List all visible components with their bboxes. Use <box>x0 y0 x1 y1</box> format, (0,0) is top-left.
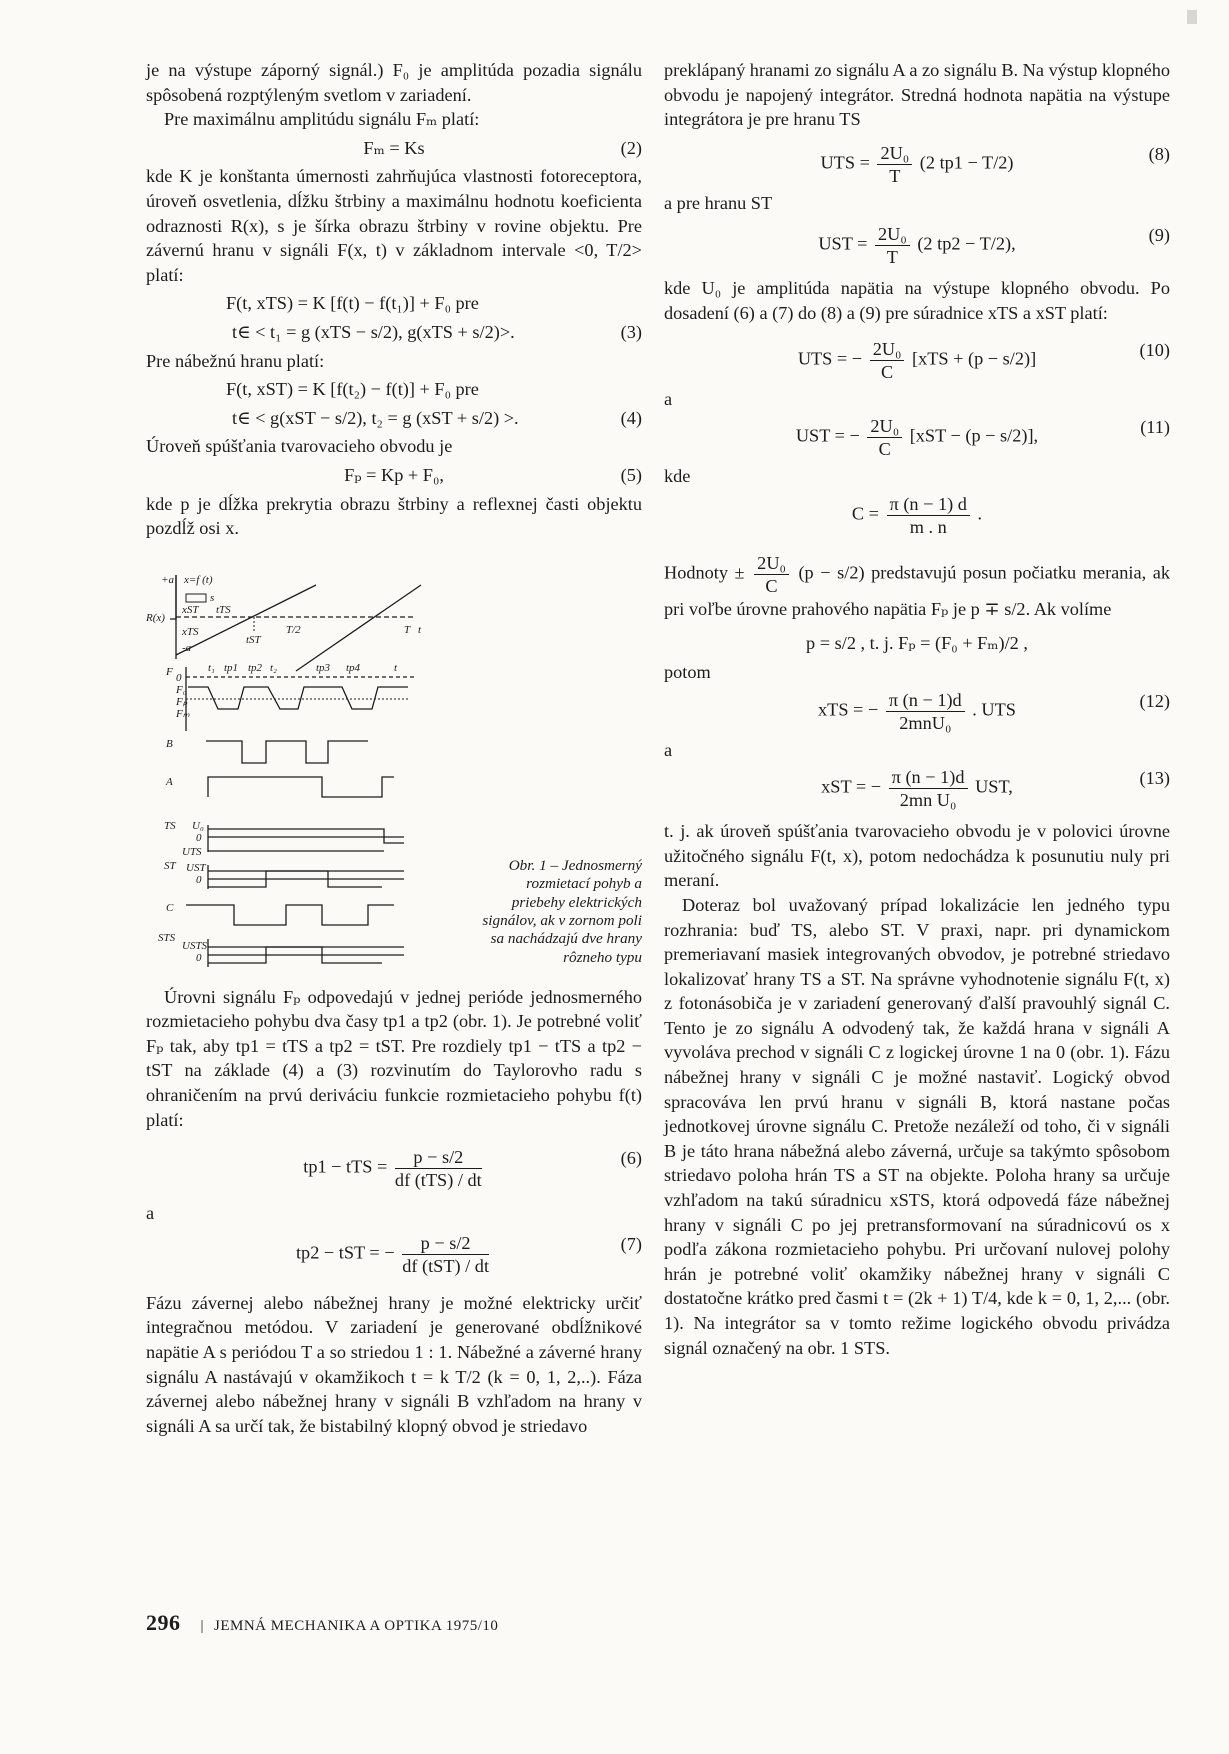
f-waveform <box>188 687 408 709</box>
uts-label: UTS <box>182 845 202 858</box>
numerator: 2U₀ <box>870 338 905 361</box>
equation-number: (2) <box>620 137 642 158</box>
equation-rhs: [xST − (p − s/2)], <box>909 425 1039 446</box>
denominator: C <box>878 439 891 460</box>
denominator: T <box>886 247 898 268</box>
f-label: F <box>166 665 173 678</box>
fraction <box>395 1146 482 1191</box>
right-column <box>664 58 1170 1360</box>
equation-number: (13) <box>1139 768 1170 789</box>
equation-number: (12) <box>1139 690 1170 711</box>
equation-number: (11) <box>1140 417 1170 438</box>
equation-number: (10) <box>1139 339 1170 360</box>
zero-label: 0 <box>196 951 202 964</box>
signal-b-wave <box>206 741 368 763</box>
equation-body: Fₘ = Ks <box>363 137 425 158</box>
connector-text: a <box>664 388 673 409</box>
equation-lhs: UST = <box>818 234 868 255</box>
zero-label: 0 <box>196 873 202 886</box>
paragraph: Fázu závernej alebo nábežnej hrany je možné elektricky určiť integračnou metódou. V zariadení je generované obdĺžnikové napätie A s periódou T a so striedou 1 : 1. Nábežné a záverné hrany signálu A nastávajú v okamžikoch t = k T/2 (k = 0, 1, 2,..). Fáza závernej alebo nábežnej hrany v signáli B vzhľadom na hrany v signáli A sa určí tak, že bistabilný klopný obvod je striedavo <box>146 1292 642 1436</box>
equation-body: t∈ < t₁ = g (xTS − s/2), g(xTS + s/2)>. <box>232 321 515 342</box>
numerator: p − s/2 <box>395 1146 482 1169</box>
equation-10 <box>664 338 1170 383</box>
denominator: 2mnU₀ <box>899 712 952 733</box>
paragraph: Pre maximálnu amplitúdu signálu Fₘ platí: <box>164 109 480 130</box>
equation-body: Fₚ = Kp + F₀, <box>344 464 444 485</box>
equation-p <box>664 631 1170 656</box>
numerator: π (n − 1)d <box>889 766 968 789</box>
time-mark: tp2 <box>248 661 263 674</box>
equation-7 <box>146 1232 642 1277</box>
denominator: df (tST) / dt <box>402 1255 490 1276</box>
paragraph: Úroveň spúšťania tvarovacieho obvodu je <box>146 436 453 457</box>
usts-label: USTS <box>182 939 208 952</box>
time-mark: tp3 <box>316 661 331 674</box>
equation-3b <box>146 320 642 345</box>
fraction <box>870 338 905 383</box>
text-run: Hodnoty ± <box>664 562 745 583</box>
row-label-c: C <box>166 901 174 914</box>
equation-3a <box>146 291 642 316</box>
equation-number: (9) <box>1148 225 1170 246</box>
equation-9 <box>664 223 1170 268</box>
equation-2 <box>146 136 642 161</box>
paragraph: Doteraz bol uvažovaný prípad lokalizácie len jedného typu rozhrania: buď TS, alebo ST. V praxi, napr. pri dynamickom premeriavaní masiek integrovaných obvodov, je potrebné striedavo lokalizovať hrany TS a ST. Na správne vyhodnotenie signálu F(t, x) z fotonásobiča je v zariadení generovaný ďalší pravouhlý signál C. Tento je zo signálu A odvodený tak, že každá hrana v signáli A vyvoláva prechod v signáli C z logickej úrovne 1 na 0 (obr. 1). Fázu nábežnej hrany v signáli C je možné nastaviť. Logický obvod spracováva len prvú hranu v signáli B, ktorá nastane počas jednotkovej úrovne signálu C. Pretože nezáleží od toho, či v signáli B je táto hrana nábežná alebo záverná, určuje sa takýmto spôsobom striedavo poloha hrán TS a ST na objekte. Poloha hrany sa určuje vzhľadom na takú súradnicu xSTS, ktorá odpovedá fáze nábežnej hrany v signáli C po jej pretransformovaní na súradnicovú os x podľa zákona rozmietacieho pohybu. Pri určovaní nulovej polohy hrán je potrebné voliť okamžiky nábežnej hrany v signáli C dostatočne krátko pred časmi t = (2k + 1) T/4, kde k = 0, 1, 2,... (obr. 1). Na integrátor sa v tomto režime logického obvodu privádza signál označený na obr. 1 STS. <box>664 894 1170 1358</box>
t-period-label: T <box>404 623 411 636</box>
equation-rhs: (2 tp1 − T/2) <box>919 152 1014 173</box>
rx-label: R(x) <box>146 611 165 624</box>
paragraph: t. j. ak úroveň spúšťania tvarovacieho obvodu je v polovici úrovne užitočného signálu F(t, x), potom nedochádza k posunutiu nuly pri meraní. <box>664 821 1170 891</box>
footer-separator: | <box>200 1618 205 1634</box>
row-label-a: A <box>166 775 173 788</box>
figure-caption: Obr. 1 – Jednosmerný rozmietací pohyb a priebehy elektrických signálov, ak v zornom poli sa nachádzajú dve hrany rôzneho typu <box>482 856 642 966</box>
denominator: T <box>889 165 901 186</box>
a-label: +a <box>161 573 174 586</box>
connector-text: potom <box>664 661 711 682</box>
equation-number: (4) <box>620 407 642 428</box>
signal-a-wave <box>208 777 394 797</box>
paragraph: preklápaný hranami zo signálu A a zo signálu B. Na výstup klopného obvodu je napojený integrátor. Stredná hodnota napätia na výstupe integrátora je pre hranu TS <box>664 60 1170 130</box>
connector-text: a pre hranu ST <box>664 192 773 213</box>
equation-6 <box>146 1146 642 1191</box>
equation-lhs: UTS = − <box>797 348 863 369</box>
equation-4b <box>146 406 642 431</box>
fp-label: Fₚ <box>176 695 188 708</box>
equation-13 <box>664 766 1170 811</box>
equation-number: (5) <box>620 464 642 485</box>
denominator: C <box>880 361 894 382</box>
row-label-ts: TS <box>164 819 176 832</box>
page-footer <box>146 1610 498 1636</box>
numerator: π (n − 1) d <box>887 493 970 516</box>
numerator: p − s/2 <box>402 1232 489 1255</box>
time-mark: tp1 <box>224 661 239 674</box>
equation-rhs: . UTS <box>972 699 1016 720</box>
fraction <box>867 415 902 460</box>
equation-c <box>664 493 1170 538</box>
equation-number: (7) <box>620 1233 642 1254</box>
page-number: 296 <box>146 1610 181 1635</box>
equation-lhs: xTS = − <box>818 699 879 720</box>
equation-lhs: xST = − <box>821 776 882 797</box>
equation-11 <box>664 415 1170 460</box>
ts-wave <box>208 829 404 843</box>
denominator: C <box>765 575 778 596</box>
equation-5 <box>146 463 642 488</box>
equation-12 <box>664 689 1170 734</box>
paragraph: kde K je konštanta úmernosti zahrňujúca vlastnosti fotoreceptora, úroveň osvetlenia, dĺžku štrbiny a maximálnu hodnotu koeficienta odraznosti R(x), s je šírka obrazu štrbiny v rovine objektu. Pre závernú hranu v signáli F(x, t) v základnom intervale <0, T/2> platí: <box>146 166 642 285</box>
paragraph: kde U₀ je amplitúda napätia na výstupe klopného obvodu. Po dosadení (6) a (7) do (8) a (9) pre súradnice xTS a xST platí: <box>664 278 1170 323</box>
f-zero-label: 0 <box>176 671 182 684</box>
time-mark: tp4 <box>346 661 361 674</box>
xst-label: xST <box>182 603 199 616</box>
equation-lhs: UTS = <box>820 152 870 173</box>
u0-label: U₀ <box>192 819 204 832</box>
fraction <box>877 142 912 187</box>
sweep-line-2 <box>296 585 421 671</box>
denominator: df (tTS) / dt <box>394 1170 482 1191</box>
f0-label: F₀ <box>176 683 187 696</box>
time-mark: t <box>394 661 398 674</box>
numerator: 2U₀ <box>877 142 912 165</box>
t-axis-label: t <box>418 623 422 636</box>
s-label: s <box>210 591 215 604</box>
equation-lhs: tp1 − tTS = <box>303 1156 388 1177</box>
top-label: x=f (t) <box>184 573 213 586</box>
fraction <box>754 552 789 597</box>
numerator: 2U₀ <box>867 415 902 438</box>
denominator: m . n <box>909 516 947 537</box>
equation-lhs: tp2 − tST = − <box>295 1242 395 1263</box>
numerator: 2U₀ <box>875 223 910 246</box>
signal-c-wave <box>186 905 394 925</box>
zero-label: 0 <box>196 831 202 844</box>
time-mark: t₂ <box>270 661 277 674</box>
fraction <box>402 1232 489 1277</box>
journal-name: JEMNÁ MECHANIKA A OPTIKA 1975/10 <box>214 1618 499 1634</box>
equation-rhs: (2 tp2 − T/2), <box>917 234 1016 255</box>
equation-body: F(t, xTS) = K [f(t) − f(t₁)] + F₀ pre <box>226 293 479 314</box>
equation-number: (6) <box>620 1148 642 1169</box>
row-label-sts: STS <box>158 931 176 944</box>
tts-label: tTS <box>216 603 231 616</box>
equation-lhs: UST = − <box>795 425 860 446</box>
paragraph: Pre nábežnú hranu platí: <box>146 350 325 371</box>
paragraph: je na výstupe záporný signál.) F₀ je amplitúda pozadia signálu spôsobená rozptýleným svetlom v zariadení. <box>146 60 642 105</box>
fraction <box>875 223 910 268</box>
fm-label: Fₘ <box>176 707 190 720</box>
fraction <box>889 766 968 811</box>
equation-body: F(t, xST) = K [f(t₂) − f(t)] + F₀ pre <box>226 379 479 400</box>
row-label-b: B <box>166 737 173 750</box>
xts-label: xTS <box>182 625 199 638</box>
page-corner-mark <box>1187 10 1197 24</box>
equation-rhs: UST, <box>975 776 1013 797</box>
numerator: π (n − 1)d <box>886 689 965 712</box>
row-label-st: ST <box>164 859 176 872</box>
equation-rhs: [xTS + (p − s/2)] <box>911 348 1037 369</box>
figure-1 <box>146 567 642 977</box>
slit-image-box <box>186 594 206 602</box>
paragraph: Úrovni signálu Fₚ odpovedajú v jednej perióde jednosmerného rozmietacieho pohybu dva časy tp1 a tp2 (obr. 1). Je potrebné voliť Fₚ tak, aby tp1 = tTS a tp2 = tST. Pre rozdiely tp1 − tTS a tp2 − tST na základe (4) a (3) rozvinutím do Taylorovho radu s ohraničením na prvú deriváciu funkcie rozmietacieho pohybu f(t) platí: <box>146 986 642 1130</box>
paragraph <box>664 552 1170 622</box>
fraction <box>886 689 965 734</box>
equation-end: . <box>977 503 983 524</box>
ust-label: UST <box>186 861 206 874</box>
equation-number: (3) <box>620 321 642 342</box>
tst-label: tST <box>246 633 261 646</box>
fraction <box>887 493 970 538</box>
text-run: (p − s/2) predstavujú posun počiatku merania, ak pri voľbe úrovne prahového napätia Fₚ je p ∓ s/2. Ak volíme <box>664 562 1171 619</box>
equation-8 <box>664 142 1170 187</box>
connector-text: a <box>664 739 673 760</box>
numerator: 2U₀ <box>754 552 789 575</box>
left-column <box>146 58 642 1438</box>
connector-text: a <box>146 1203 155 1224</box>
t-half-label: T/2 <box>286 623 301 636</box>
equation-4a <box>146 377 642 402</box>
equation-number: (8) <box>1148 143 1170 164</box>
connector-text: kde <box>664 466 691 487</box>
equation-lhs: C = <box>851 503 879 524</box>
paragraph: kde p je dĺžka prekrytia obrazu štrbiny a reflexnej časti objektu pozdĺž osi x. <box>146 493 642 539</box>
time-mark: t₁ <box>208 661 215 674</box>
denominator: 2mn U₀ <box>899 790 957 811</box>
equation-body: t∈ < g(xST − s/2), t₂ = g (xST + s/2) >. <box>232 407 519 428</box>
neg-a-label: -a <box>182 641 192 654</box>
equation-body: p = s/2 , t. j. Fₚ = (F₀ + Fₘ)/2 , <box>806 633 1028 654</box>
